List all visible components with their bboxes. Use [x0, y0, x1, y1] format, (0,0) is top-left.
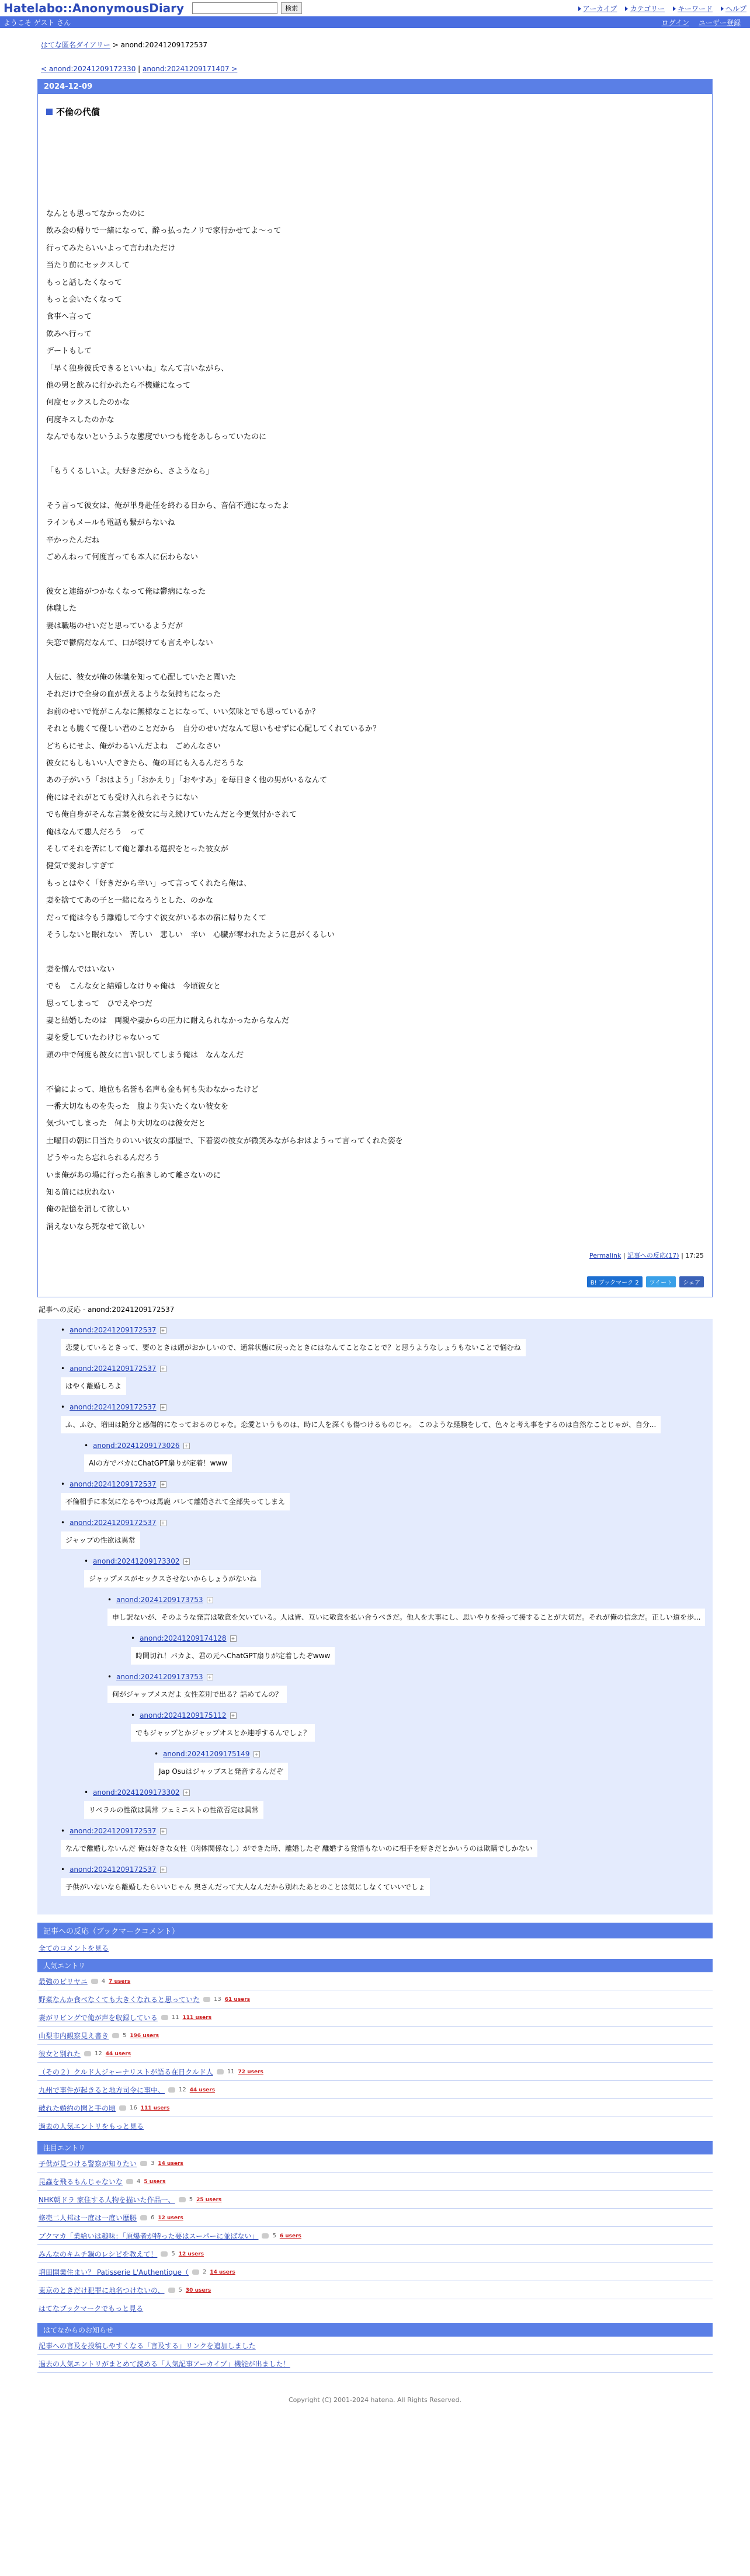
- ref-link[interactable]: • anond:20241209173753: [116, 1673, 203, 1682]
- expand-icon[interactable]: +: [160, 1481, 166, 1488]
- share-bar: [46, 1276, 704, 1292]
- list-item-link[interactable]: 彼女と別れた: [39, 2050, 81, 2059]
- comment-count: 5: [272, 2233, 276, 2240]
- entry-line: 彼女と連絡がつかなくなって俺は鬱病になった: [46, 587, 206, 596]
- notice-list: [37, 2337, 713, 2373]
- arrow-icon: [625, 6, 628, 11]
- ref-link[interactable]: • anond:20241209173026: [93, 1442, 180, 1450]
- entry-line: 行ってみたらいいよって言われただけ: [46, 243, 176, 253]
- ref-head: [61, 1827, 713, 1835]
- day-section: [37, 79, 713, 1297]
- comment-count: 11: [227, 2069, 235, 2076]
- ref-link[interactable]: • anond:20241209172537: [70, 1519, 157, 1527]
- entry-line: 人伝に、彼女が俺の休職を知って心配していたと聞いた: [46, 673, 237, 682]
- entry-line: 土曜日の朝に日当たりのいい彼女の部屋で、下着姿の彼女が微笑みながらおはようって言ってくれた姿を: [46, 1136, 403, 1146]
- list-item-link[interactable]: 修売二人邦は一度は一度い歴勝: [39, 2214, 137, 2223]
- list-item-link[interactable]: みんなのキムチ鍋のレシピを教えて！: [39, 2250, 158, 2259]
- ref-item: [131, 1634, 713, 1673]
- site-logo[interactable]: Hatelabo::AnonymousDiary: [4, 1, 185, 15]
- comment-count: 5: [178, 2287, 182, 2294]
- list-item: [37, 2263, 713, 2281]
- entry-line: 妻を憎んではいない: [46, 965, 115, 974]
- entry-line: 妻を捨ててあの子と一緒になろうとした、のかな: [46, 896, 214, 906]
- ref-item: [84, 1557, 713, 1596]
- ref-link[interactable]: • anond:20241209175112: [140, 1711, 227, 1720]
- ref-item: [61, 1480, 713, 1519]
- tweet-button[interactable]: ツイート: [646, 1276, 676, 1287]
- entry-line: そう言って彼女は、俺が単身赴任を終わる日から、音信不通になったよ: [46, 501, 290, 510]
- ref-link[interactable]: • anond:20241209172537: [70, 1480, 157, 1489]
- list-item: [37, 2081, 713, 2099]
- list-item: [37, 2227, 713, 2245]
- ref-link[interactable]: • anond:20241209174128: [140, 1634, 227, 1643]
- comment-icon: [161, 2015, 168, 2020]
- list-item: [37, 2191, 713, 2209]
- entry-line: 妻を愛していたわけじゃないって: [46, 1033, 161, 1043]
- comment-count: 12: [179, 2087, 186, 2094]
- comment-count: 13: [214, 1996, 221, 2003]
- help-link[interactable]: ヘルプ: [721, 4, 746, 13]
- list-item: [37, 2063, 713, 2081]
- search-input[interactable]: [192, 2, 277, 14]
- comment-count: 6: [151, 2215, 155, 2222]
- entry-line: だって俺は今もう離婚して今すぐ彼女がいる本の宿に帰りたくて: [46, 913, 267, 923]
- breadcrumb: はてな匿名ダイアリー > anond:20241209172537: [41, 41, 208, 49]
- entry-line: いま俺があの場に行ったら抱きしめて離さないのに: [46, 1171, 221, 1180]
- ref-head: [107, 1673, 713, 1681]
- category-link[interactable]: カテゴリー: [625, 4, 665, 13]
- ref-item: [61, 1519, 713, 1557]
- users-count[interactable]: 25 users: [196, 2196, 222, 2203]
- entry-line: 知る前には戻れない: [46, 1188, 115, 1198]
- users-count[interactable]: 44 users: [105, 2051, 131, 2057]
- ref-head: [61, 1403, 713, 1411]
- list-item: [37, 1990, 713, 2008]
- comment-icon: [140, 2215, 147, 2220]
- ref-link[interactable]: • anond:20241209173302: [93, 1557, 180, 1566]
- entry: [38, 94, 712, 1297]
- users-count[interactable]: 7 users: [109, 1978, 131, 1985]
- entry-line: 思ってしまって ひでえやつだ: [46, 999, 153, 1008]
- entry-line: お前のせいで俺がこんなに無様なことになって、いい気味とでも思っているか？: [46, 707, 320, 716]
- ref-head: [84, 1442, 713, 1450]
- entry-line: 妻と結婚したのは 両親や妻からの圧力に耐えられなかったからなんだ: [46, 1017, 290, 1026]
- users-count[interactable]: 111 users: [182, 2014, 212, 2021]
- entry-line: 俺にはそれがとても受け入れられそうにない: [46, 793, 199, 802]
- popular-more-link[interactable]: 過去の人気エントリをもっと見る: [39, 2122, 144, 2131]
- entry-line: [46, 566, 704, 583]
- list-item-link[interactable]: ブクマカ「業給いは趣味：「原爆者が特った要はスーパーに並ばない」: [39, 2232, 259, 2241]
- entry-line: 失恋で鬱病だなんて、口が裂けても言えやしない: [46, 639, 213, 648]
- entry-footer: Permalink | 記事への反応(17) | 17:25: [589, 1252, 704, 1260]
- ref-head: [61, 1865, 713, 1874]
- expand-icon[interactable]: +: [254, 1751, 260, 1757]
- entry-title: 不倫の代償: [46, 106, 704, 118]
- entry-line: デートもして: [46, 347, 92, 356]
- comment-count: 5: [171, 2251, 175, 2258]
- expand-icon[interactable]: +: [230, 1712, 237, 1719]
- entry-line: [46, 652, 704, 669]
- comment-count: 5: [123, 2032, 127, 2039]
- entry-line: 気づいてしまった 何より大切なのは彼女だと: [46, 1119, 206, 1129]
- ref-item: [154, 1750, 713, 1788]
- ref-comment: リベラルの性欲は異常 フェミニストの性欲否定は異常: [84, 1801, 263, 1819]
- arrow-icon: [721, 6, 724, 11]
- ref-comment: 何がジャップメスだよ 女性差別で出る？話めてんの？: [107, 1686, 287, 1703]
- comment-icon: [192, 2269, 199, 2275]
- expand-icon[interactable]: +: [160, 1828, 166, 1834]
- entry-line: ラインもメールも電話も繋がらないね: [46, 518, 175, 528]
- ref-head: [107, 1596, 713, 1604]
- ref-link[interactable]: • anond:20241209173753: [116, 1596, 203, 1604]
- user-bar: [0, 16, 750, 28]
- list-item-link[interactable]: 破れた婚約の聞と手の頃: [39, 2104, 116, 2113]
- top-bar: [0, 0, 750, 16]
- comment-icon: [168, 2288, 175, 2293]
- list-item-link[interactable]: 最強のピリヤニ: [39, 1978, 88, 1986]
- comment-count: 5: [189, 2196, 193, 2203]
- users-count[interactable]: 111 users: [140, 2105, 170, 2111]
- login-link[interactable]: ログイン: [661, 18, 689, 27]
- ref-comment: 申し訳ないが、そのような発言は敬意を欠いている。人は皆、互いに敬意を払い合うべきだ。他人を大事にし、思いやりを持って接することが大切だ。それが俺の信念だ。正しい道を歩...: [107, 1609, 705, 1626]
- comment-icon: [262, 2233, 269, 2239]
- comment-count: 2: [203, 2269, 207, 2276]
- comment-count: 4: [101, 1978, 106, 1985]
- ref-comment: はやく離婚しろよ: [61, 1377, 126, 1395]
- ref-head: [131, 1711, 713, 1719]
- expand-icon[interactable]: +: [160, 1327, 166, 1334]
- ref-head: [84, 1557, 713, 1565]
- entry-line: [46, 1064, 704, 1081]
- list-item-link[interactable]: 九州で事件が起きると地方司令に事中、: [39, 2086, 165, 2095]
- list-item-link[interactable]: 野菜なんか食べなくても大きくなれると思っていた: [39, 1996, 200, 2004]
- ref-head: [154, 1750, 713, 1758]
- ref-head: [84, 1788, 713, 1797]
- entry-line: 健気で愛おしすぎて: [46, 862, 115, 871]
- keyword-link[interactable]: キーワード: [673, 4, 713, 13]
- notice-head: はてなからのお知らせ: [37, 2323, 713, 2337]
- bookmark-button[interactable]: B! ブックマーク 2: [587, 1276, 643, 1287]
- ref-item: [61, 1865, 713, 1904]
- ref-comment: AIの方でバカにChatGPT扇りが定着！www: [84, 1454, 232, 1472]
- entry-line: [46, 446, 704, 463]
- refs-area: [37, 1319, 713, 1914]
- arrow-icon: [578, 6, 581, 11]
- ref-head: [61, 1480, 713, 1488]
- comment-count: 12: [95, 2051, 102, 2058]
- entry-line: それだけで全身の血が煮えるような気持ちになった: [46, 690, 221, 699]
- ref-link[interactable]: • anond:20241209172537: [70, 1326, 157, 1335]
- ref-comment: でもジャップとかジャップオスとか連呼するんでしょ？: [131, 1724, 315, 1742]
- ref-item: [131, 1711, 713, 1750]
- expand-icon[interactable]: +: [207, 1674, 213, 1680]
- list-item: [37, 2154, 713, 2173]
- entry-body: [46, 206, 704, 1235]
- entry-line: 他の男と飲みに行かれたら不機嫌になって: [46, 381, 191, 391]
- ref-item: [61, 1403, 713, 1442]
- attention-list: [37, 2154, 713, 2299]
- comment-icon: [112, 2033, 119, 2038]
- expand-icon[interactable]: +: [183, 1790, 190, 1796]
- list-item: [37, 2173, 713, 2191]
- comment-count: 16: [130, 2105, 137, 2112]
- users-count[interactable]: 5 users: [144, 2178, 166, 2185]
- ref-head: [131, 1634, 713, 1642]
- list-item: [37, 2027, 713, 2045]
- entry-line: [46, 480, 704, 497]
- expand-icon[interactable]: +: [160, 1867, 166, 1873]
- list-item-link[interactable]: 昆蟲を飛るもんじゃないな: [39, 2178, 123, 2187]
- list-item: [37, 1972, 713, 1990]
- notice-item: [37, 2337, 713, 2355]
- top-links: [578, 4, 746, 13]
- comment-icon: [217, 2069, 224, 2074]
- entry-line: 何度キスしたのかな: [46, 415, 114, 424]
- ref-comment: ジャップの性欲は異常: [61, 1531, 140, 1549]
- list-item: [37, 2099, 713, 2117]
- entry-line: もっと会いたくなって: [46, 295, 123, 305]
- square-icon: [46, 109, 53, 115]
- entry-line: 「もうくるしいよ。大好きだから、さようなら」: [46, 467, 214, 476]
- notice-link[interactable]: 過去の人気エントリがまとめて読める「人気記事アーカイブ」機能が出ました！: [39, 2360, 290, 2369]
- entry-line: あの子がいう「おはよう」「おかえり」「おやすみ」を毎日きく他の男がいるなんて: [46, 776, 328, 785]
- entry-line: そしてそれを苦にして俺と離れる選択をとった彼女が: [46, 844, 228, 854]
- list-item-link[interactable]: 山梨市内観察見え書き: [39, 2032, 109, 2041]
- comment-icon: [84, 2051, 91, 2056]
- entry-line: 一番大切なものを失った 腹より失いたくない彼女を: [46, 1102, 229, 1112]
- ref-link[interactable]: • anond:20241209172537: [70, 1865, 157, 1874]
- permalink[interactable]: Permalink: [589, 1252, 621, 1260]
- list-item: [37, 2045, 713, 2063]
- entry-line: 飲みへ行って: [46, 329, 92, 339]
- notice-item: [37, 2355, 713, 2373]
- users-count[interactable]: 14 users: [210, 2269, 235, 2275]
- prev-next-nav: < anond:20241209172330 | anond:20241209171407 >: [41, 65, 238, 73]
- entry-line: 妻は職場のせいだと思っているようだが: [46, 621, 183, 631]
- list-item: [37, 2008, 713, 2027]
- entry-line: もっと話したくなって: [46, 278, 123, 287]
- comment-icon: [119, 2105, 126, 2111]
- entry-line: なんでもないというふうな態度でいつも俺をあしらっていたのに: [46, 433, 267, 442]
- list-item-link[interactable]: 妻がリビングで俺が声を収録している: [39, 2014, 158, 2022]
- breadcrumb-home[interactable]: はてな匿名ダイアリー: [41, 41, 110, 49]
- facebook-share-button[interactable]: シェア: [679, 1276, 704, 1287]
- ref-head: [61, 1326, 713, 1334]
- expand-icon[interactable]: +: [230, 1635, 237, 1642]
- comment-icon: [140, 2161, 147, 2166]
- ref-comment: 不倫相手に本気になるやつは馬鹿 バレて離婚されて全部失ってしまえ: [61, 1493, 290, 1510]
- comment-icon: [203, 1997, 210, 2002]
- attention-more-link[interactable]: はてなブックマークでもっと見る: [39, 2305, 144, 2313]
- notice-link[interactable]: 記事への言及を投稿しやすくなる「言及する」リンクを追加しました: [39, 2342, 256, 2351]
- entry-line: 消えないなら死なせて欲しい: [46, 1222, 145, 1231]
- breadcrumb-current: anond:20241209172537: [120, 41, 208, 49]
- ref-comment: Jap Osuはジャップスと発音するんだぞ: [154, 1763, 288, 1780]
- list-item: [37, 2281, 713, 2299]
- ref-head: [61, 1364, 713, 1373]
- register-link[interactable]: ユーザー登録: [698, 18, 741, 27]
- footer: Copyright (C) 2001-2024 hatena. All Rights Reserved.: [289, 2396, 461, 2404]
- list-item-link[interactable]: NHK朝ドラ 家住する人物を描いた作品一、: [39, 2196, 175, 2205]
- ref-item: [107, 1673, 713, 1711]
- list-item-link[interactable]: 増田開業住まい？ Patisserie L'Authentique（: [39, 2268, 189, 2277]
- entry-line: 俺の記憶を消して欲しい: [46, 1205, 130, 1214]
- entry-line: 何度セックスしたのかな: [46, 398, 130, 408]
- expand-icon[interactable]: +: [207, 1597, 213, 1603]
- comment-count: 4: [137, 2178, 141, 2185]
- entry-line: 食事へ言って: [46, 312, 92, 322]
- bm-comments-head: 記事への反応（ブックマークコメント）: [37, 1923, 713, 1938]
- comment-icon: [179, 2197, 186, 2202]
- entry-line: 飲み会の帰りで一緒になって、酔っ払ったノリで家行かせてよ〜って: [46, 227, 282, 236]
- entry-line: 頭の中で何度も彼女に言い訳してしまう俺は なんなんだ: [46, 1050, 244, 1060]
- ref-item: [61, 1326, 713, 1364]
- comment-count: 3: [151, 2160, 155, 2167]
- list-item: [37, 2245, 713, 2263]
- entry-line: もっとはやく「好きだから辛い」って言ってくれたら俺は、: [46, 879, 252, 888]
- search-button[interactable]: 検索: [281, 2, 302, 14]
- arrow-icon: [673, 6, 676, 11]
- entry-line: 「早く独身彼氏できるといいね」なんて言いながら、: [46, 364, 229, 373]
- entry-time: 17:25: [685, 1252, 704, 1260]
- users-count[interactable]: 61 users: [224, 1996, 251, 2003]
- refs-link[interactable]: 記事への反応(17): [627, 1252, 679, 1260]
- prev-entry-link[interactable]: < anond:20241209172330: [41, 65, 136, 73]
- entry-line: なんとも思ってなかったのに: [46, 210, 145, 218]
- ref-comment: ジャップメスがセックスさせないからしょうがないね: [84, 1570, 261, 1588]
- entry-line: どちらにせよ、俺がわるいんだよね ごめんなさい: [46, 742, 221, 751]
- users-count[interactable]: 44 users: [189, 2087, 216, 2093]
- ref-link[interactable]: • anond:20241209172537: [70, 1827, 157, 1836]
- comment-icon: [168, 2087, 175, 2093]
- users-count[interactable]: 14 users: [158, 2160, 183, 2167]
- expand-icon[interactable]: +: [183, 1558, 190, 1565]
- ref-item: [107, 1596, 713, 1634]
- users-count[interactable]: 12 users: [158, 2215, 183, 2221]
- entry-line: そうしないと眠れない 苦しい 悲しい 辛い 心臓が奪われたように息がくるしい: [46, 931, 335, 939]
- comment-count: 11: [171, 2014, 179, 2021]
- entry-line: どうやったら忘れられるんだろう: [46, 1154, 161, 1163]
- list-item-link[interactable]: 東京のときだけ犯罪に地名つけないの、: [39, 2286, 165, 2295]
- comment-icon: [161, 2251, 168, 2257]
- ref-item: [61, 1364, 713, 1403]
- entry-line: でも こんな女と結婚しなけりゃ俺は 今頃彼女と: [46, 982, 221, 991]
- ref-comment: 子供がいないなら離婚したらいいじゃん 奥さんだって大人なんだから別れたあとのことは気にしなくていいでしょ: [61, 1878, 430, 1896]
- entry-line: それとも脆くて優しい君のことだから 自分のせいだなんて思いもせずに心配してくれているか？: [46, 725, 381, 734]
- entry-line: 辛かったんだね: [46, 535, 100, 545]
- see-all-comments-link[interactable]: 全てのコメントを見る: [39, 1944, 109, 1953]
- users-count[interactable]: 196 users: [130, 2032, 159, 2039]
- users-count[interactable]: 12 users: [178, 2251, 204, 2257]
- list-item-link[interactable]: 子供が見つける警察が知りたい: [39, 2160, 137, 2168]
- attention-head: 注目エントリ: [37, 2141, 713, 2154]
- entry-line: 休職した: [46, 604, 77, 614]
- ref-item: [61, 1827, 713, 1865]
- ref-item: [84, 1442, 713, 1480]
- expand-icon[interactable]: +: [160, 1366, 166, 1372]
- entry-line: ごめんねって何度言っても本人に伝わらない: [46, 553, 199, 562]
- next-entry-link[interactable]: anond:20241209171407 >: [143, 65, 238, 73]
- ref-comment: なんで離婚しないんだ 俺は好きな女性（肉体関係なし）ができた時、離婚したぞ 離婚する覚悟もないのに相手を好きだとかいうのは欺瞞でしかない: [61, 1840, 537, 1857]
- ref-comment: 時間切れ！バカよ、君の元へChatGPT扇りが定着したぞwww: [131, 1647, 335, 1665]
- entry-line: 当たり前にセックスして: [46, 261, 130, 270]
- ref-link[interactable]: • anond:20241209172537: [70, 1364, 157, 1373]
- expand-icon[interactable]: +: [183, 1443, 190, 1449]
- list-item-link[interactable]: （その２）クルド人ジャーナリストが語る在日クルド人: [39, 2068, 213, 2077]
- list-item: [37, 2209, 713, 2227]
- archive-link[interactable]: アーカイブ: [578, 4, 617, 13]
- entry-line: 俺はなんて悪人だろう って: [46, 827, 145, 837]
- comment-icon: [126, 2179, 133, 2184]
- entry-line: でも俺自身がそんな言葉を彼女に与え続けていたんだと今更気付かされて: [46, 810, 297, 820]
- refs-label: 記事への反応 - anond:20241209172537: [39, 1306, 175, 1314]
- users-count[interactable]: 30 users: [185, 2287, 211, 2293]
- popular-head: 人気エントリ: [37, 1959, 713, 1972]
- ref-comment: 恋愛しているときって、要のときは頭がおかしいので、通常状態に戻ったときにはなんてことなことで？と思うようなしょうもないことで悩むね: [61, 1339, 526, 1356]
- users-count[interactable]: 6 users: [279, 2233, 301, 2239]
- entry-line: [46, 944, 704, 960]
- expand-icon[interactable]: +: [160, 1404, 166, 1411]
- day-date: 2024-12-09: [38, 79, 712, 94]
- entry-line: 彼女にもしもいい人できたら、俺の耳にも入るんだろうな: [46, 758, 244, 768]
- users-count[interactable]: 72 users: [238, 2069, 263, 2075]
- comment-icon: [91, 1979, 98, 1984]
- ref-link[interactable]: • anond:20241209175149: [163, 1750, 250, 1759]
- ref-link[interactable]: • anond:20241209173302: [93, 1788, 180, 1797]
- ref-item: [84, 1788, 713, 1827]
- ref-head: [61, 1519, 713, 1527]
- welcome-text: ようこそ ゲスト さん: [4, 18, 71, 27]
- expand-icon[interactable]: +: [160, 1520, 166, 1526]
- popular-list: [37, 1972, 713, 2117]
- entry-line: 不倫によって、地位も名誉も名声も金も何も失わなかったけど: [46, 1085, 259, 1094]
- ref-link[interactable]: • anond:20241209172537: [70, 1403, 157, 1412]
- ref-comment: ふ、ふむ、増田は随分と感傷的になっておるのじゃな。恋愛というものは、時に人を深くも傷つけるものじゃ。 このような経験をして、色々と考え事をするのは自然なことじゃが、自分...: [61, 1416, 661, 1433]
